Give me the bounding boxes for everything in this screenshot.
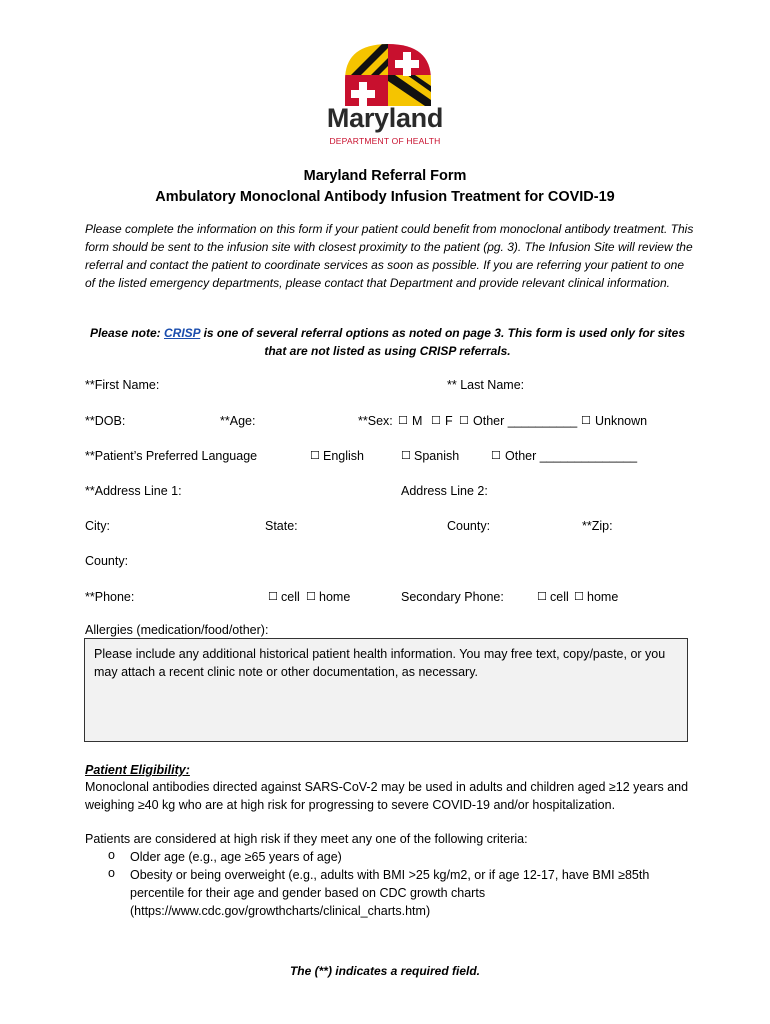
criteria-item: Older age (e.g., age ≥65 years of age) [130, 850, 342, 864]
intro-paragraph: Please complete the information on this form if your patient could benefit from monoclonal antibody treatment. This form should be sent to the infusion site with closest proximity to the patient (pg. 3). The Infusion Site will review the referral and contact the patient to coordinate services as soon as possible. If you are referring your patient to one of the listed emergency departments, please contact that Department and provide relevant clinical information. [85, 222, 694, 290]
sec-cell-checkbox[interactable]: ☐ [537, 590, 547, 603]
phone-cell-checkbox[interactable]: ☐ [268, 590, 278, 603]
city-label: City: [85, 519, 110, 533]
sex-f-checkbox[interactable]: ☐ [431, 414, 441, 427]
lang-other-checkbox[interactable]: ☐ [491, 449, 501, 462]
sex-m-label: M [412, 414, 423, 428]
sex-f-label: F [445, 414, 453, 428]
eligibility-title [85, 761, 695, 779]
form-subtitle: Ambulatory Monoclonal Antibody Infusion Treatment for COVID-19 [155, 189, 615, 205]
criteria-item: Obesity or being overweight (e.g., adults with BMI >25 kg/m2, or if age 12-17, have BMI ≥85th percentile for their age and gender based on CDC growth charts (https://www.cdc.gov/growthcharts/clinical_charts.htm) [130, 868, 650, 918]
secondary-phone-label: Secondary Phone: [401, 590, 504, 604]
first-name-label: **First Name: [85, 378, 160, 392]
phone-home-checkbox[interactable]: ☐ [306, 590, 316, 603]
crisp-link[interactable]: CRISP [164, 326, 201, 340]
sex-m-checkbox[interactable]: ☐ [398, 414, 408, 427]
bullet-marker: o [108, 848, 115, 862]
sex-other-label: Other __________ [473, 414, 578, 428]
sex-unknown-label: Unknown [595, 414, 648, 428]
lang-spanish-label: Spanish [414, 449, 460, 463]
eligibility-heading: Patient Eligibility: [85, 763, 190, 777]
crisp-note [85, 324, 690, 360]
dob-label: **DOB: [85, 414, 126, 428]
sec-home-checkbox[interactable]: ☐ [574, 590, 584, 603]
allergies-label: Allergies (medication/food/other): [85, 623, 269, 637]
lang-english-checkbox[interactable]: ☐ [310, 449, 320, 462]
note-rest: is one of several referral options as noted on page 3. This form is used only for sites that are not listed as using CRISP referrals. [200, 326, 686, 358]
brand-name: Maryland [326, 103, 444, 133]
sex-other-checkbox[interactable]: ☐ [459, 414, 469, 427]
phone-home-label: home [319, 590, 351, 604]
eligibility-paragraph: Monoclonal antibodies directed against SARS-CoV-2 may be used in adults and children aged ≥12 years and weighing ≥40 kg who are at high risk for progressing to severe COVID-19 and/or hospitalization. [85, 780, 689, 812]
note-prefix: Please note: [89, 326, 164, 340]
last-name-label: ** Last Name: [447, 378, 525, 392]
county2-label: County: [85, 554, 129, 568]
form-title: Maryland Referral Form [303, 168, 467, 184]
lang-english-label: English [323, 449, 364, 463]
required-field-note: The (**) indicates a required field. [289, 964, 481, 978]
sec-cell-label: cell [550, 590, 569, 604]
sec-home-label: home [587, 590, 619, 604]
phone-cell-label: cell [281, 590, 300, 604]
maryland-flag-icon [345, 44, 431, 106]
lang-spanish-checkbox[interactable]: ☐ [401, 449, 411, 462]
address1-label: **Address Line 1: [85, 484, 182, 498]
sex-label: **Sex: [358, 414, 393, 428]
sex-unknown-checkbox[interactable]: ☐ [581, 414, 591, 427]
bullet-marker: o [108, 866, 115, 880]
address2-label: Address Line 2: [401, 484, 488, 498]
phone-label: **Phone: [85, 590, 135, 604]
history-textbox[interactable]: Please include any additional historical patient health information. You may free text, copy/paste, or you may attach a recent clinic note or other documentation, as necessary. [84, 638, 688, 742]
language-label: **Patient’s Preferred Language [85, 449, 258, 463]
zip-label: **Zip: [582, 519, 613, 533]
state-label: State: [265, 519, 298, 533]
age-label: **Age: [220, 414, 256, 428]
county-label: County: [447, 519, 491, 533]
brand-subtitle: DEPARTMENT OF HEALTH [329, 136, 441, 146]
lang-other-label: Other ______________ [505, 449, 638, 463]
criteria-intro: Patients are considered at high risk if they meet any one of the following criteria: [85, 832, 528, 846]
